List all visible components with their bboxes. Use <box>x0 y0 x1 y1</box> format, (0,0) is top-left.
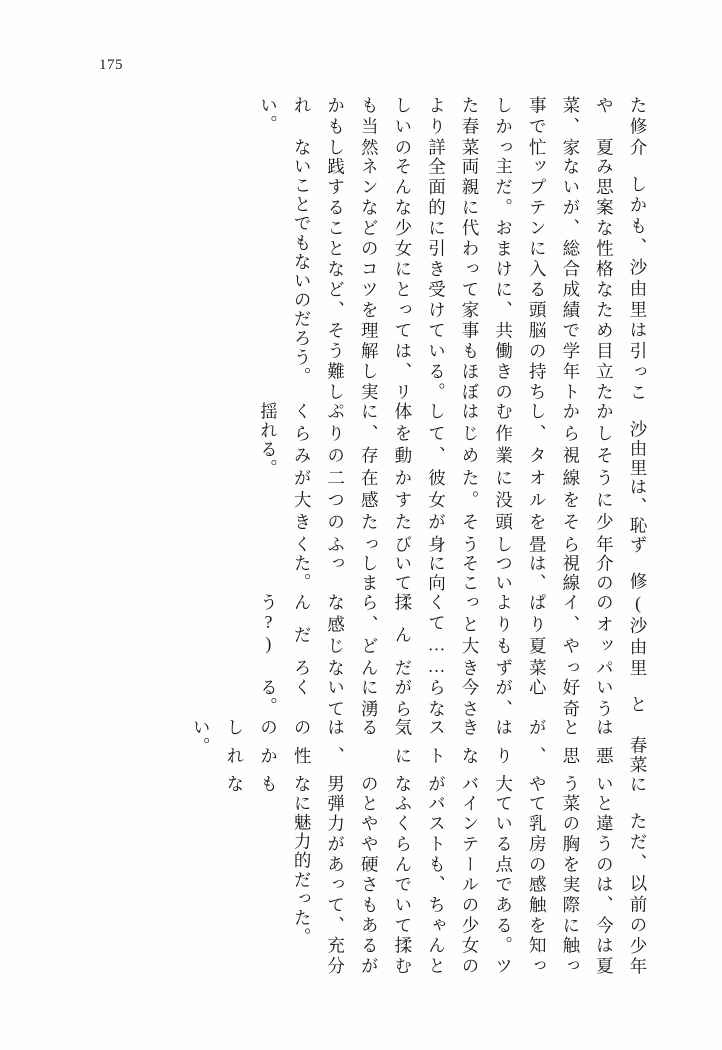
paragraph: ただ、以前の少年と違うのは、今は夏菜の胸を実際に触って乳房の感触を知っている点である。ツインテールの少女のバストも、ちゃんとふくらんでいて揉むとやや硬さもあるが弾力があって、充分に魅力的だった。 <box>292 794 648 976</box>
paragraph: という好奇心が、今さらながらに湧いてくる。 <box>258 677 648 719</box>
vertical-text-body <box>94 96 654 976</box>
page-number: 175 <box>99 57 123 73</box>
paragraph: 沙由里は、恥ずかしそうに少年から視線をそらし、タオルを畳む作業に没頭しはじめた。そうして、彼女が身体を動かすたびに、存在感たっぷりの二つのふくらみが大きく揺れる。 <box>258 402 648 555</box>
paragraph: 春菜には悪いと思うが、やはり大きなバストが気になるのは、男の性なのかもしれない。 <box>191 718 648 795</box>
paragraph: しかも、沙由里は引っこみ思案な性格なため目立たないが、総合成績で学年トップテンに入る頭脳の持ち主だ。おまけに、共働きの両親に代わって家事もほぼ全面的に引き受けている。そんな少女にとっては、リネンなどのコツを理解し実践することなど、そう難しいことでもないのだろう。 <box>292 157 648 403</box>
paragraph: (沙由里のオッパイ、やっぱり夏菜よりもずっと大きくて……揉んだら、どんな感じなんだろう?) <box>258 592 648 678</box>
paragraph: た修介や夏菜、家事で忙しかった春菜より詳しいのも当然かもしれない。 <box>258 96 648 158</box>
paragraph: 修介の視線は、ついそこに向いてしまった。 <box>292 554 648 593</box>
